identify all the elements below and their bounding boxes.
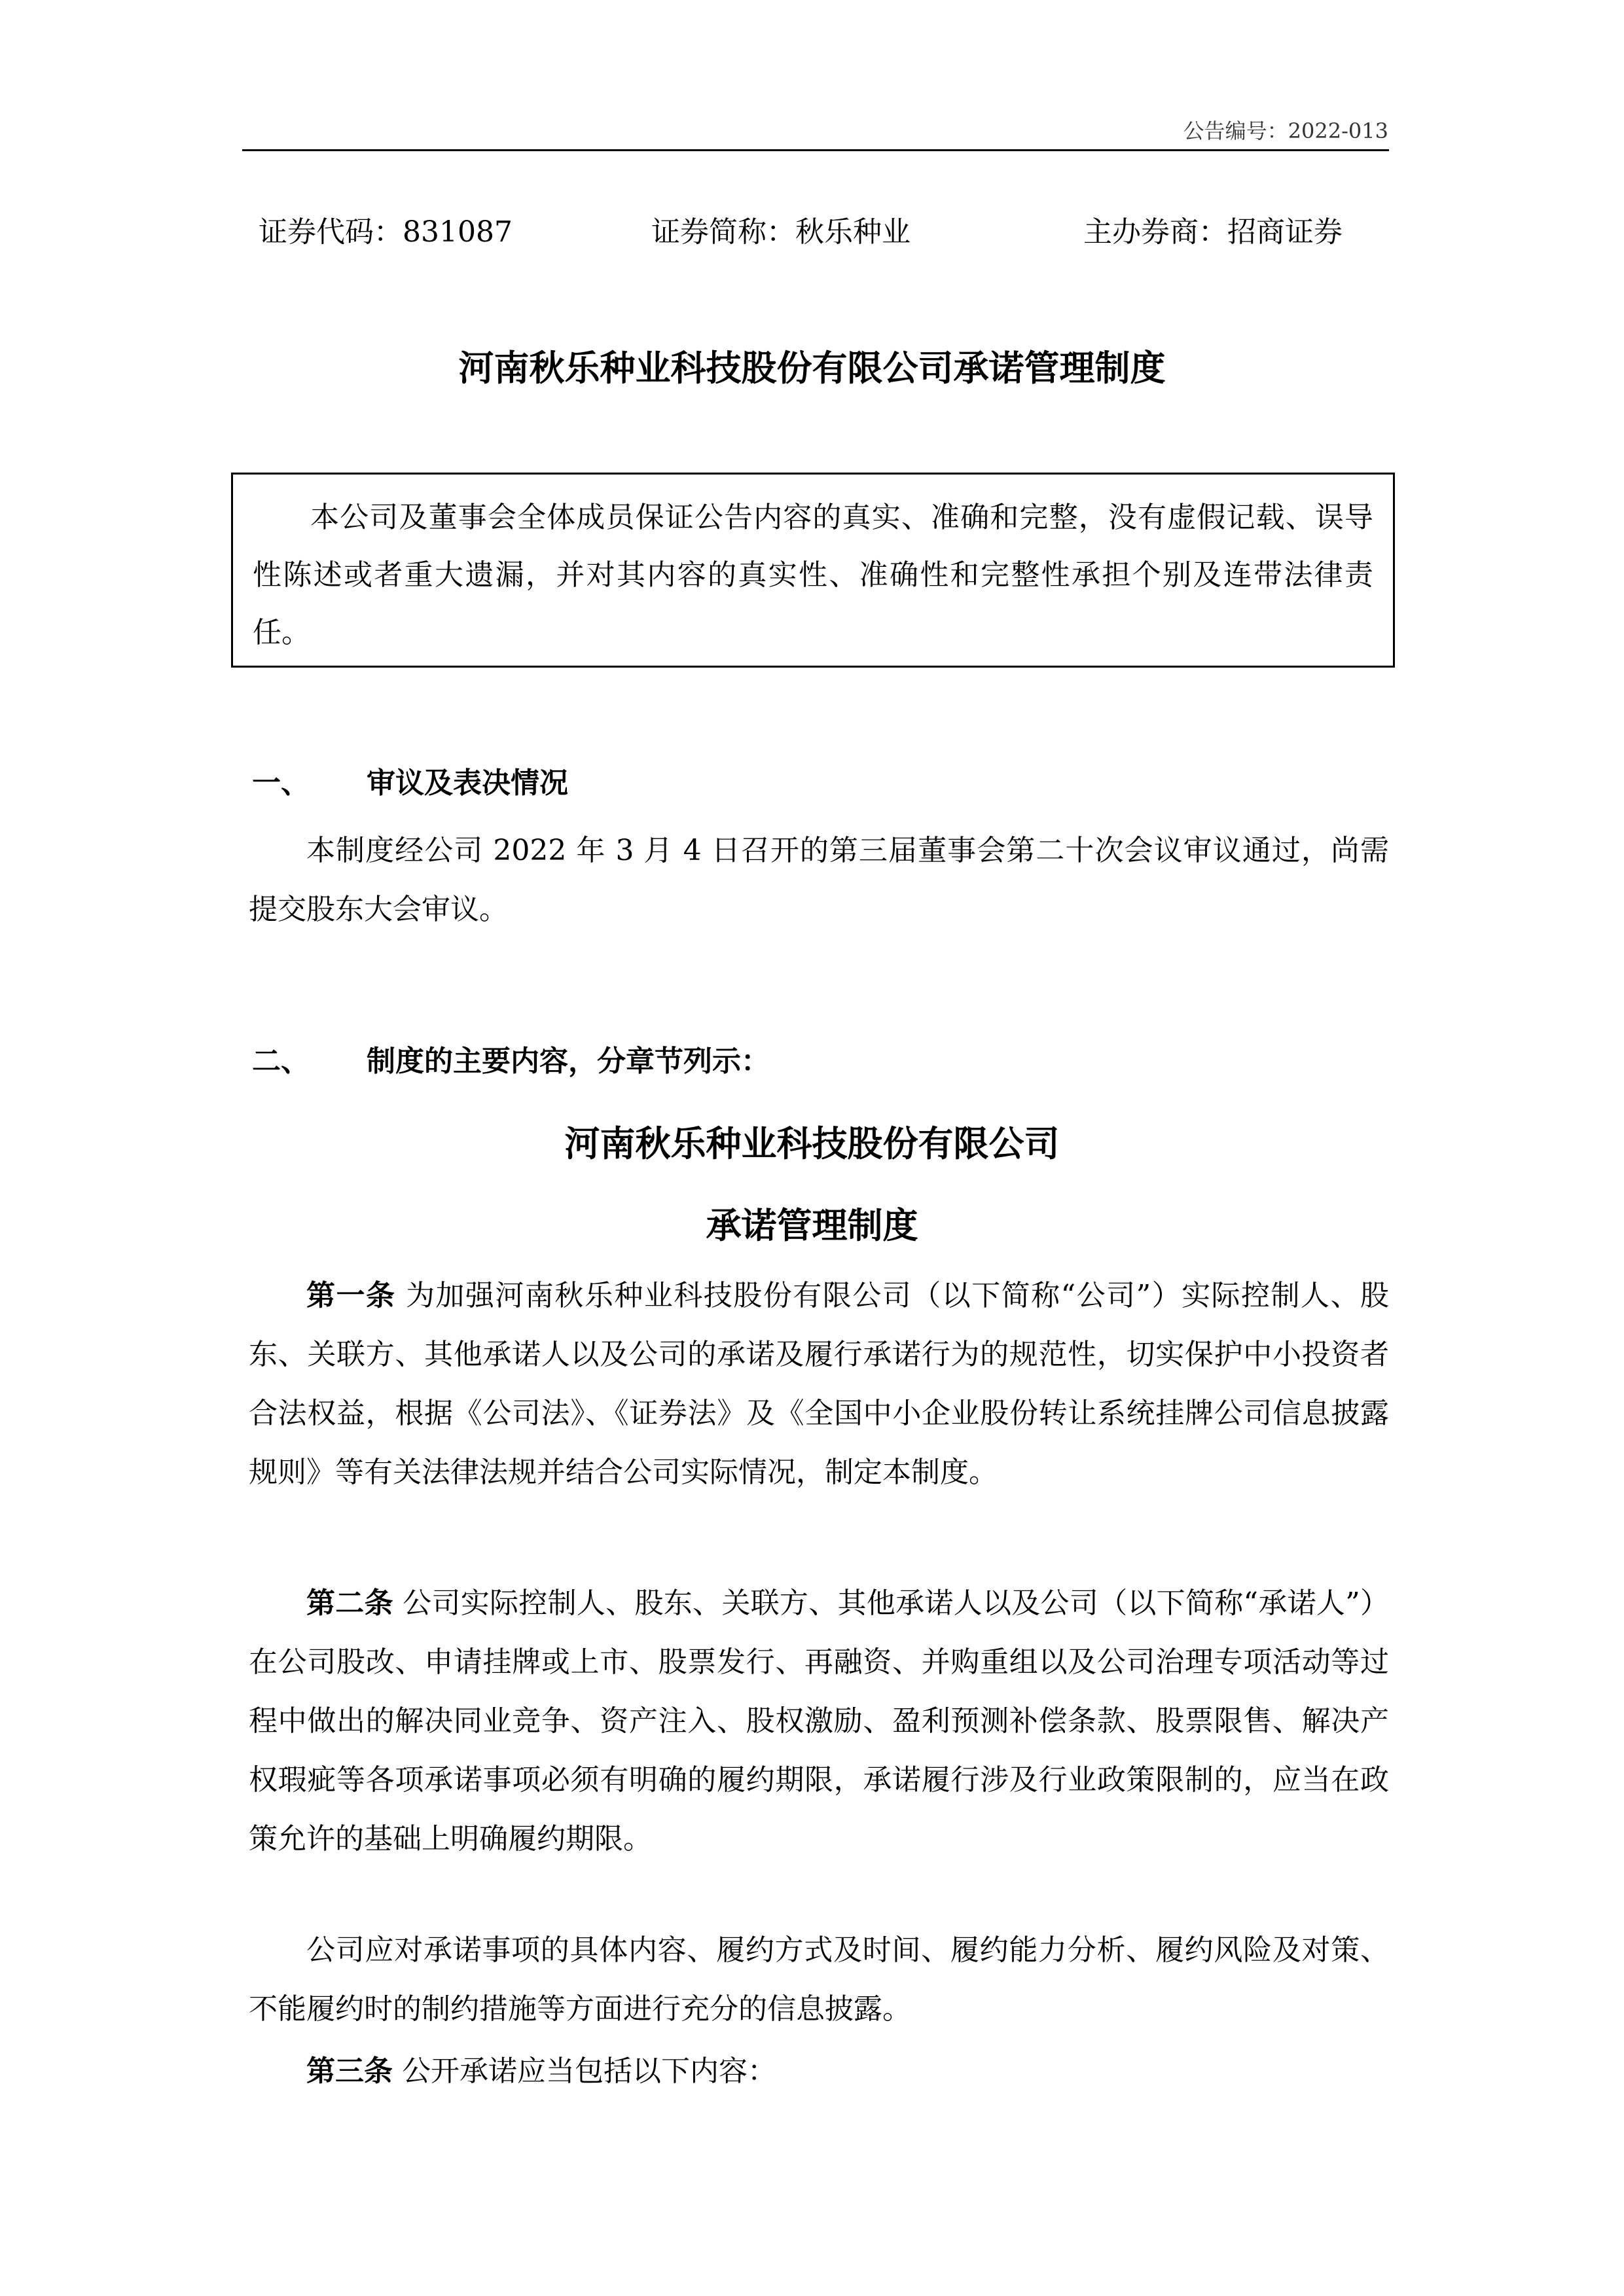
article-3 [249, 2042, 1389, 2101]
document-title: 河南秋乐种业科技股份有限公司承诺管理制度 [458, 348, 1166, 389]
securities-info [259, 208, 1384, 247]
header-divider [242, 149, 1389, 151]
disclaimer-box [231, 473, 1395, 668]
regulation-company-title: 河南秋乐种业科技股份有限公司 [564, 1123, 1060, 1164]
article-label: 第二条 [306, 1587, 393, 1620]
article-label: 第三条 [306, 2054, 393, 2088]
announcement-number: 公告编号：2022-013 [1183, 118, 1388, 143]
lead-broker: 主办券商：招商证券 [1083, 215, 1343, 249]
section-heading-1 [252, 759, 568, 801]
section-1-body: 本制度经公司 2022 年 3 月 4 日召开的第三届董事会第二十次会议审议通过，尚需提交股东大会审议。 [249, 834, 1389, 926]
section-number: 一、 [252, 766, 310, 800]
article-1 [249, 1266, 1389, 1502]
section-title: 审议及表决情况 [367, 766, 568, 800]
regulation-name-title: 承诺管理制度 [706, 1205, 918, 1246]
article-text: 为加强河南秋乐种业科技股份有限公司（以下简称“公司”）实际控制人、股东、关联方、其他承诺人以及公司的承诺及履行承诺行为的规范性，切实保护中小投资者合法权益，根据《公司法》、《证券法》及《全国中小企业股份转让系统挂牌公司信息披露规则》等有关法律法规并结合公司实际情况，制定本制度。 [249, 1279, 1389, 1489]
securities-code: 证券代码：831087 [259, 215, 513, 249]
article-text: 公司实际控制人、股东、关联方、其他承诺人以及公司（以下简称“承诺人”）在公司股改、申请挂牌或上市、股票发行、再融资、并购重组以及公司治理专项活动等过程中做出的解决同业竞争、资产注入、股权激励、盈利预测补偿条款、股票限售、解决产权瑕疵等各项承诺事项必须有明确的履约期限，承诺履行涉及行业政策限制的，应当在政策允许的基础上明确履约期限。 [249, 1587, 1389, 1856]
disclaimer-text: 本公司及董事会全体成员保证公告内容的真实、准确和完整，没有虚假记载、误导性陈述或者重大遗漏，并对其内容的真实性、准确性和完整性承担个别及连带法律责任。 [253, 501, 1373, 649]
article-2 [249, 1574, 1389, 1869]
article-label: 第一条 [306, 1279, 396, 1312]
article-text: 公开承诺应当包括以下内容： [393, 2054, 776, 2088]
article-2-paragraph-2: 公司应对承诺事项的具体内容、履约方式及时间、履约能力分析、履约风险及对策、不能履约时的制约措施等方面进行充分的信息披露。 [249, 1933, 1389, 2026]
section-heading-2 [252, 1037, 770, 1079]
section-number: 二、 [252, 1045, 310, 1078]
section-title: 制度的主要内容，分章节列示： [367, 1045, 770, 1078]
securities-name: 证券简称：秋乐种业 [651, 215, 911, 249]
